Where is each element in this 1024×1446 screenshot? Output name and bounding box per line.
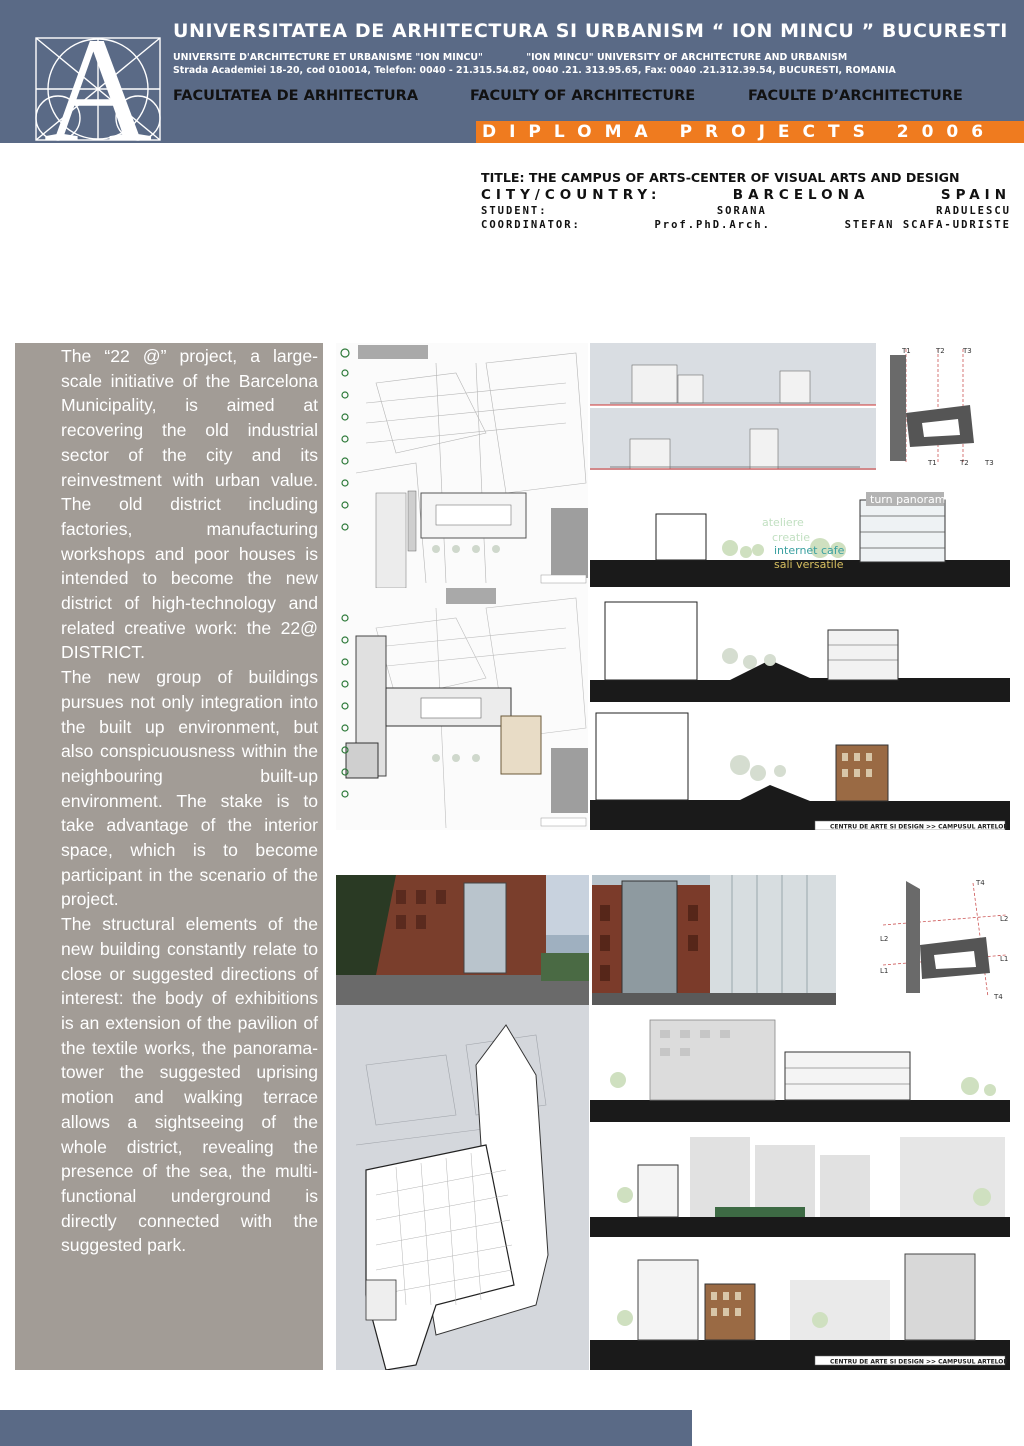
cut-label: L1: [1000, 955, 1009, 963]
coordinator-title: Prof.PhD.Arch.: [654, 219, 771, 231]
project-title-block: [481, 170, 1011, 231]
university-address: Strada Academiei 18-20, cod 010014, Telefon: 0040 - 21.315.54.82, 0040 .21. 313.95.65, Fax: 0040 .21.312.39.54, BUCURESTI, ROMANIA: [173, 65, 896, 76]
university-subtitle-line: [173, 52, 1013, 63]
university-logo: [30, 10, 165, 142]
subtitle-english: "ION MINCU" UNIVERSITY OF ARCHITECTURE AND URBANISM: [526, 52, 848, 63]
coordinator-label: COORDINATOR:: [481, 219, 581, 231]
cut-label: T2: [936, 347, 945, 355]
city-label: CITY/COUNTRY:: [481, 187, 662, 203]
render-courtyard: [336, 875, 589, 1005]
cut-label: T1: [928, 459, 937, 467]
cut-label: T2: [960, 459, 969, 467]
project-coordinator: [481, 219, 1011, 231]
cut-label: T3: [985, 459, 994, 467]
key-plan-section-cuts: [878, 343, 1010, 470]
faculty-row: [173, 88, 993, 106]
faculty-romanian: FACULTATEA DE ARHITECTURA: [173, 88, 419, 104]
diploma-projects-bar: DIPLOMA PROJECTS 2006: [476, 121, 1024, 143]
section-label: ateliere: [762, 516, 804, 529]
student-label: STUDENT:: [481, 205, 548, 217]
site-plan-first-floor: [336, 588, 588, 830]
description-paragraph: The new group of buildings pursues not only integration into the built up environment, but also conspicuousness within the neighbouring built-up environment. The stake is to take advantage of the interior space, which is to become participant in the scenario of the project.: [61, 667, 318, 910]
sheet-caption: CENTRU DE ARTE SI DESIGN >> CAMPUSUL ARTELOR: [830, 823, 1009, 830]
description-paragraph: The structural elements of the new building constantly relate to close or suggested directions of interest: the body of exhibitions is an extension of the pavilion of the textile works, the panorama-tower the suggested uprising motion and walking terrace allows a sightseeing of the whole district, revealing the presence of the sea, the multi-functional underground is directly connected with the suggested park.: [61, 914, 318, 1256]
subtitle-french: UNIVERSITE D'ARCHITECTURE ET URBANISME "ION MINCU": [173, 52, 483, 63]
section-label: internet cafe: [774, 544, 845, 557]
site-plan-ground-floor: [336, 343, 588, 588]
section-longitudinal-2: [590, 1125, 1010, 1237]
cut-label: T4: [994, 993, 1003, 1001]
faculty-french: FACULTE D’ARCHITECTURE: [748, 88, 963, 104]
section-panorama-tower: [590, 470, 1010, 587]
student-first-name: SORANA: [716, 205, 767, 217]
street-elevations: [590, 343, 876, 470]
footer-bar: [0, 1410, 692, 1446]
city-name: BARCELONA: [732, 187, 870, 203]
section-label: creatie: [772, 531, 810, 544]
student-last-name: RADULESCU: [936, 205, 1011, 217]
section-longitudinal-3: [590, 1240, 1010, 1370]
render-facade: [592, 875, 836, 1005]
cut-label: L2: [1000, 915, 1009, 923]
logo-letter: A: [43, 10, 153, 142]
project-title: TITLE: THE CAMPUS OF ARTS-CENTER OF VISUAL ARTS AND DESIGN: [481, 170, 960, 185]
cut-label: L1: [880, 967, 889, 975]
section-landscape-1: [590, 590, 1010, 702]
underground-plan: [336, 1005, 589, 1370]
key-plan-section-cuts-2: [878, 875, 1010, 1005]
faculty-english: FACULTY OF ARCHITECTURE: [470, 88, 696, 104]
header-banner: [0, 0, 1024, 143]
project-city-country: [481, 187, 1011, 203]
description-panel: [15, 343, 323, 1370]
section-label: turn panorama: [870, 493, 953, 506]
university-title: UNIVERSITATEA DE ARHITECTURA SI URBANISM “ ION MINCU ” BUCURESTI: [173, 20, 1008, 42]
cut-label: T1: [902, 347, 911, 355]
project-student: [481, 205, 1011, 217]
section-landscape-2: [590, 705, 1010, 830]
cut-label: L2: [880, 935, 889, 943]
country-name: SPAIN: [940, 187, 1011, 203]
cut-label: T4: [976, 879, 985, 887]
sheet-caption: CENTRU DE ARTE SI DESIGN >> CAMPUSUL ARTELOR: [830, 1358, 1009, 1366]
section-longitudinal-1: [590, 1010, 1010, 1122]
cut-label: T3: [963, 347, 972, 355]
description-paragraph: The “22 @” project, a large-scale initiative of the Barcelona Municipality, is aimed at recovering the old industrial sector of the city and its reinvestment with urban value. The old district including factories, manufacturing workshops and poor houses is intended to become the new district of high-technology and related creative work: the 22@ DISTRICT.: [61, 346, 318, 663]
coordinator-name: STEFAN SCAFA-UDRISTE: [844, 219, 1011, 231]
description-text: [61, 344, 318, 1258]
section-label: sali versatile: [774, 558, 844, 571]
